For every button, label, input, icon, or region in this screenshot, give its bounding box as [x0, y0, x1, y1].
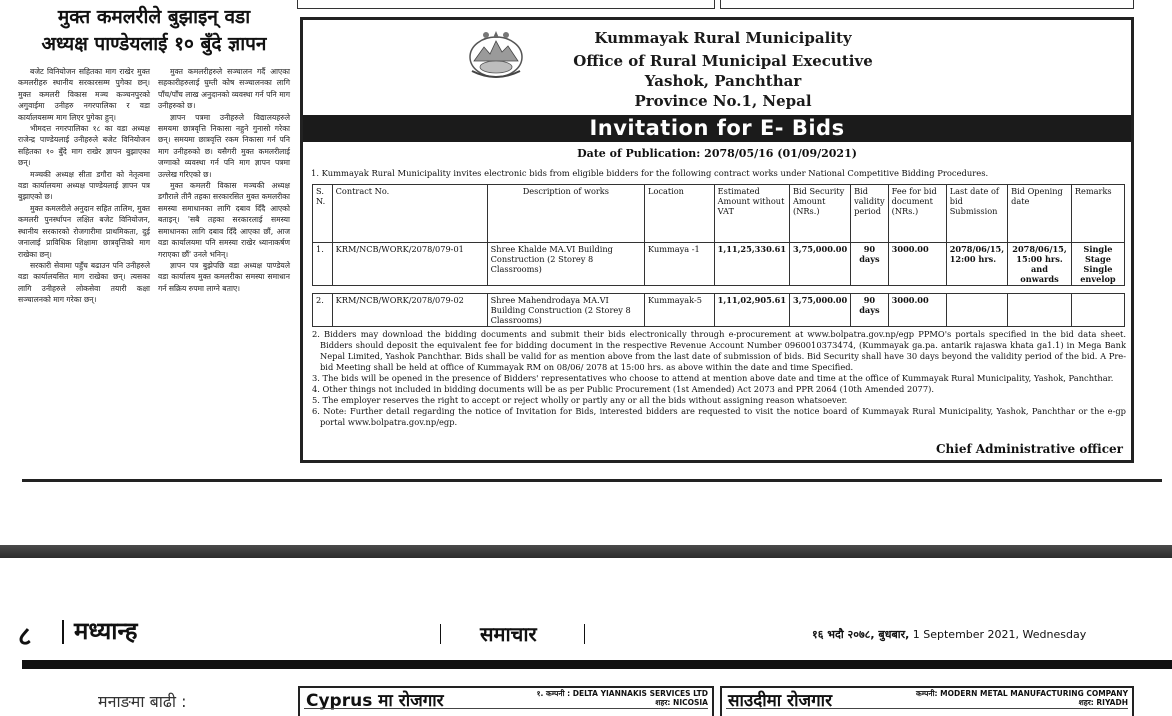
masthead-logo: मध्यान्ह	[74, 617, 138, 645]
spacer-cell	[313, 286, 1125, 294]
news-columns	[18, 66, 290, 306]
header-opening: Bid Opening date	[1008, 185, 1072, 243]
table-header-row	[313, 185, 1125, 243]
header-rule	[22, 660, 1172, 669]
table-spacer-row	[313, 286, 1125, 294]
header-separator	[584, 624, 585, 644]
note-item: 3. The bids will be opened in the presence of Bidders' representatives who choose to attend at mention above date and time at the office of Kummayak Rural Municipality, Yashok, Panchthar.	[312, 373, 1114, 383]
news-column-right	[158, 66, 290, 306]
cell-fee: 3000.00	[888, 243, 946, 286]
news-column-left	[18, 66, 150, 306]
header-sn: S. N.	[313, 185, 333, 243]
top-frame-left	[297, 0, 715, 9]
note-item: 5. The employer reserves the right to accept or reject wholly or partly any or all the bids without assigning reason whatsoever.	[312, 395, 848, 405]
news-paragraph: ज्ञापन पत्र बुझेपछि वडा अध्यक्ष पाण्डेयले वडा कार्यालय मुक्त कमलरीका समस्या समाधान गर्न सक्रिय रुपमा लाग्ने बताए।	[158, 260, 290, 293]
company-name: कम्पनी: MODERN METAL MANUFACTURING COMPANY	[916, 689, 1128, 698]
page-number: ८	[18, 622, 32, 652]
job-ad-title: साउदीमा रोजगार	[728, 691, 833, 711]
notice-notes	[310, 329, 1126, 428]
news-paragraph: ज्ञापन पत्रमा उनीहरुले विद्यालयहरुले समयमा छात्रवृत्ति निकासा नहुने गुनासो गरेका छन्। समयमा छात्रवृत्ति रकम निकासा गर्न पनि माग उनीहरुको छ। यसैगरी मुक्त कमलरीलाई जग्गाको व्यवस्था गर्न पनि माग ज्ञापन पत्रमा उल्लेख गरिएको छ।	[158, 112, 290, 179]
cell-opening: 2078/06/15, 15:00 hrs. and onwards	[1008, 243, 1072, 286]
cell-contract: KRM/NCB/WORK/2078/079-02	[332, 294, 487, 327]
top-frame-right	[720, 0, 1134, 9]
header-separator	[62, 620, 64, 644]
cell-remarks: Single Stage Single envelop	[1071, 243, 1124, 286]
cell-remarks	[1071, 294, 1124, 327]
news-paragraph: बजेट विनियोजन सहितका माग राखेर मुक्त कमलरीहरु स्थानीय सरकारसम्म पुगेका छन्। मुक्त कमलरी विकास मञ्च कञ्चनपुरको अगुवाईमा उनीहरु नगरपालिका र वडा कार्यालयसम्म माग लिएर पुगेका हुन्।	[18, 67, 150, 122]
notice-org-name: Kummayak Rural Municipality	[594, 29, 852, 47]
header-remarks: Remarks	[1071, 185, 1124, 243]
notice-address: Yashok, Panchthar	[644, 72, 802, 90]
header-validity: Bid validity period	[851, 185, 889, 243]
news-story	[18, 4, 290, 306]
note-item: 2. Bidders may download the bidding documents and submit their bids electronically through e-procurement at www.bolpatra.gov.np/egp PPMO's portals specified in the bid data sheet. Bidders should deposit the equivalent fee for bidding document in the respective Revenue Account Number 0960010373474, (Kummayak ga.pa. antarik rajaswa khata ga1.1) in Mega Bank Nepal Limited, Yashok Panchthar. Bids shall be valid for as mention above from the last date of submission of bids. Bid Security shall have 30 days beyond the validity period of the bid. A Pre-bid Meeting shall be held at office of Kummayak RM on 08/06/ 2078 at 15:00 hrs. as above within the date and time Specified.	[312, 329, 1126, 372]
header-estimate: Estimated Amount without VAT	[714, 185, 789, 243]
job-ad-divider	[304, 708, 708, 716]
table-row	[313, 243, 1125, 286]
cell-sn: 1.	[313, 243, 333, 286]
header-separator	[440, 624, 441, 644]
header-contract: Contract No.	[332, 185, 487, 243]
cell-description: Shree Khalde MA.VI Building Construction (2 Storey 8 Classrooms)	[487, 243, 644, 286]
news-headline-line1: मुक्त कमलरीले बुझाइन् वडा	[57, 6, 251, 28]
section-title: समाचार	[480, 622, 537, 646]
notice-banner: Invitation for E- Bids	[303, 115, 1131, 142]
header-last-date: Last date of bid Submission	[946, 185, 1007, 243]
notice-province: Province No.1, Nepal	[634, 92, 812, 110]
date-english: 1 September 2021, Wednesday	[912, 628, 1087, 641]
news-paragraph: मञ्चकी अध्यक्ष सीता डगौरा को नेतृत्वमा वडा कार्यालयमा अध्यक्ष पाण्डेयलाई ज्ञापन पत्र बुझाएको छ।	[18, 169, 150, 202]
news-paragraph: भीमदत्त नगरपालिका १८ का वडा अध्यक्ष राजेन्द्र पाण्डेयलाई उनीहरुले बजेट विनियोजन सहितका १० बुँदे माग राखेर ज्ञापन बुझाएका छन्।	[18, 124, 150, 168]
cell-security: 3,75,000.00	[790, 243, 851, 286]
publication-date: Date of Publication: 2078/05/16 (01/09/2021)	[577, 147, 857, 160]
cell-description: Shree Mahendrodaya MA.VI Building Construction (2 Storey 8 Classrooms)	[487, 294, 644, 327]
job-ad-title: Cyprus मा रोजगार	[306, 691, 444, 711]
page-gutter	[0, 545, 1172, 558]
news-paragraph: मुक्त कमलरीले अनुदान सहित तालिम, मुक्त कमलरी पुनर्स्थापन लक्षित बजेट विनियोजन, स्थानीय सरकारको रोजगारीमा प्राथमिकता, दुई जनालाई प्राविधिक शिक्षामा छात्रवृत्तिको माग राखेका छन्।	[18, 203, 150, 259]
header-fee: Fee for bid document (NRs.)	[888, 185, 946, 243]
cell-location: Kummaya -1	[645, 243, 715, 286]
job-ad-company	[537, 689, 708, 707]
header-location: Location	[645, 185, 715, 243]
header-security: Bid Security Amount (NRs.)	[790, 185, 851, 243]
header-description: Description of works	[487, 185, 644, 243]
note-item: 6. Note: Further detail regarding the notice of Invitation for Bids, interested bidders are requested to visit the notice board of Kummayak Rural Municipality, Yashok, Panchthar or the e-gp portal www.bolpatra.gov.np/egp.	[312, 406, 1126, 427]
bid-table	[312, 184, 1125, 327]
cell-location: Kummayak-5	[645, 294, 715, 327]
note-item: 4. Other things not included in bidding documents will be as per Public Procurement (1st Amended) Act 2073 and PPR 2064 (10th Amended 2077).	[312, 384, 934, 394]
cell-fee: 3000.00	[888, 294, 946, 327]
notice-office: Office of Rural Municipal Executive	[573, 52, 873, 70]
company-city: शहर: NICOSIA	[655, 698, 708, 707]
cell-contract: KRM/NCB/WORK/2078/079-01	[332, 243, 487, 286]
cell-last-date	[946, 294, 1007, 327]
cell-last-date: 2078/06/15, 12:00 hrs.	[946, 243, 1007, 286]
news-paragraph: मुक्त कमलरी विकास मञ्चकी अध्यक्ष डगौराले तीनै तहका सरकारसित मुक्त कमलरीका समस्या समाधानका लागि दबाव दिँदै आएको बताइन्। 'सबै तहका सरकारलाई समस्या समाधानका लागि दबाव दिँदै आएका छौं, आज वडा कार्यालयमा पनि समस्या राखेर ध्यानाकर्षण गराएका छौं' उनले भनिन्।	[158, 181, 290, 259]
dateline	[812, 627, 1086, 642]
job-ad-saudi	[720, 686, 1134, 716]
story-kicker: मनाङमा बाढी :	[98, 692, 187, 711]
news-paragraph: सरकारी सेवामा पहुँच बढाउन पनि उनीहरुले वडा कार्यालयसित माग राखेका छन्। त्यसका लागि उनीहरुले लोकसेवा तयारी कक्षा सञ्चालनको माग गरेका छन्।	[18, 260, 150, 305]
cell-security: 3,75,000.00	[790, 294, 851, 327]
job-ad-company	[916, 689, 1128, 707]
cell-estimate: 1,11,25,330.61	[714, 243, 789, 286]
cell-opening	[1008, 294, 1072, 327]
page-divider	[22, 479, 1162, 482]
notice-signoff: Chief Administrative officer	[935, 442, 1123, 456]
job-ad-divider	[726, 708, 1128, 716]
cell-estimate: 1,11,02,905.61	[714, 294, 789, 327]
cell-validity: 90 days	[851, 294, 889, 327]
job-ad-cyprus	[298, 686, 714, 716]
date-nepali: १६ भदौ २०७८, बुधबार,	[812, 628, 910, 641]
bid-notice	[300, 17, 1134, 463]
cell-sn: 2.	[313, 294, 333, 327]
cell-validity: 90 days	[851, 243, 889, 286]
news-paragraph: मुक्त कमलरीहरुले सञ्चालन गर्दै आएका सहकारीहरुलाई घुम्ती कोष सञ्चालनका लागि पाँच/पाँच लाख अनुदानको व्यवस्था गर्न पनि माग उनीहरुको छ।	[158, 67, 290, 111]
table-row	[313, 294, 1125, 327]
news-headline-line2: अध्यक्ष पाण्डेयलाई १० बुँदे ज्ञापन	[41, 33, 267, 55]
notice-intro: 1. Kummayak Rural Municipality invites electronic bids from eligible bidders for the following contract works under National Competitive Bidding Procedures.	[311, 168, 989, 178]
company-city: शहर: RIYADH	[1078, 698, 1128, 707]
company-name: १. कम्पनी : DELTA YIANNAKIS SERVICES LTD	[536, 689, 708, 698]
